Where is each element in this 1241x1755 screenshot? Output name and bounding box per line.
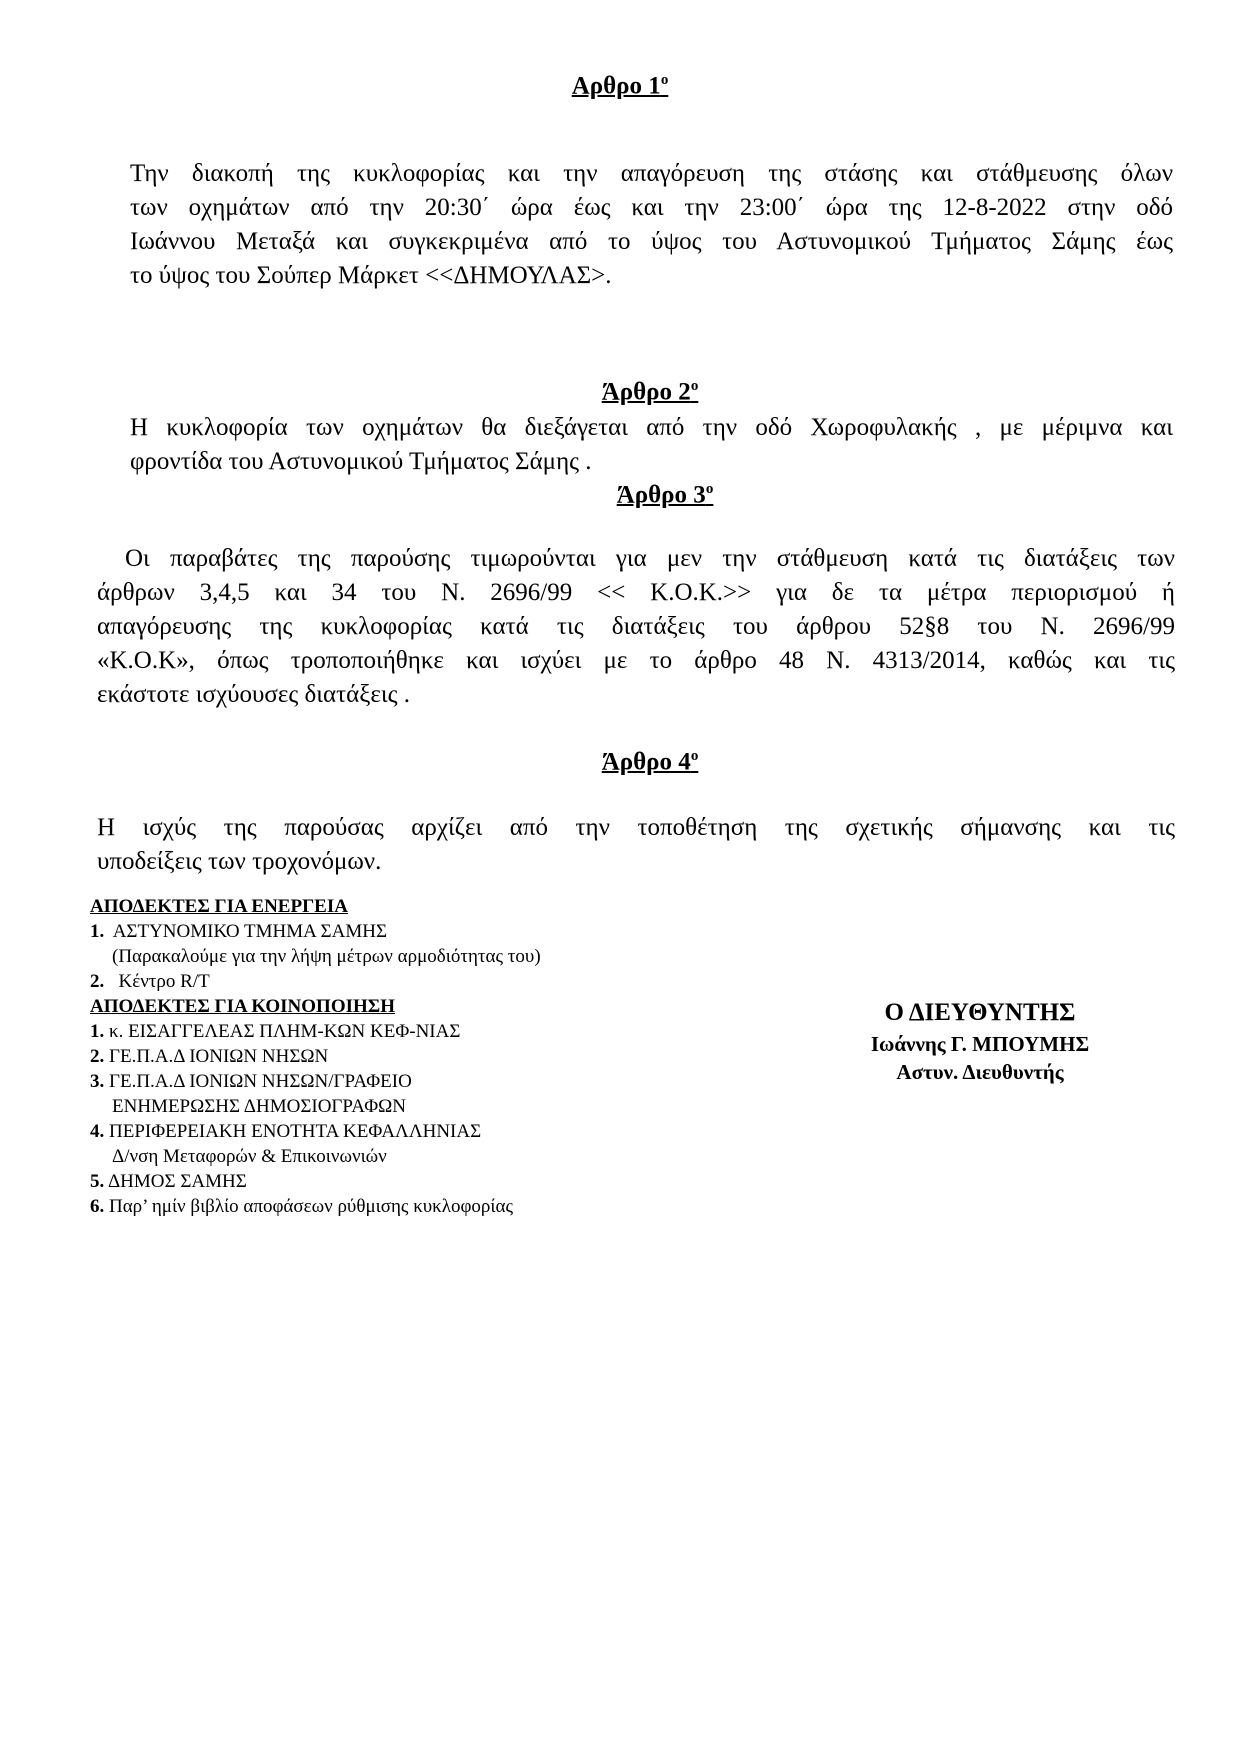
article-4-heading	[560, 748, 740, 776]
article-4-heading-text: Άρθρο 4	[601, 748, 691, 776]
recipients-notify-item	[90, 1094, 541, 1119]
recipients-notify-heading: ΑΠΟΔΕΚΤΕΣ ΓΙΑ ΚΟΙΝΟΠΟΙΗΣΗ	[90, 996, 395, 1017]
item-text: ΓΕ.Π.Α.Δ ΙΟΝΙΩΝ ΝΗΣΩΝ/ΓΡΑΦΕΙΟ	[109, 1071, 412, 1092]
signature-block	[815, 996, 1145, 1086]
article-3-heading	[575, 481, 755, 509]
item-number: 1.	[90, 1021, 105, 1042]
article-1-body	[130, 157, 1173, 293]
article-2-heading-text: Άρθρο 2	[601, 378, 691, 406]
article-2-line-2: φροντίδα του Αστυνομικού Τμήματος Σάμης .	[130, 448, 592, 475]
article-2-heading	[560, 378, 740, 406]
recipients-action-item	[90, 944, 541, 969]
article-3-heading-sup: ο	[705, 481, 714, 497]
article-2-line-1: Η κυκλοφορία των οχημάτων θα διεξάγεται από την οδό Χωροφυλακής , με μέριμνα και	[130, 414, 1173, 441]
recipients-action-heading: ΑΠΟΔΕΚΤΕΣ ΓΙΑ ΕΝΕΡΓΕΙΑ	[90, 896, 348, 917]
recipients-action-block	[90, 894, 541, 1219]
recipients-notify-item	[90, 1194, 541, 1219]
signature-rank: Αστυν. Διευθυντής	[896, 1060, 1064, 1084]
recipients-notify-item	[90, 1044, 541, 1069]
article-2-heading-sup: ο	[690, 378, 699, 394]
article-1-heading-text: Αρθρο 1	[571, 72, 661, 100]
article-4-heading-sup: ο	[690, 748, 699, 764]
article-1-heading-sup: ο	[660, 72, 669, 88]
recipients-action-item	[90, 969, 541, 994]
item-text: κ. ΕΙΣΑΓΓΕΛΕΑΣ ΠΛΗΜ-ΚΩΝ ΚΕΦ-ΝΙΑΣ	[109, 1021, 461, 1042]
article-1-line-2: των οχημάτων από την 20:30΄ ώρα έως και την 23:00΄ ώρα της 12-8-2022 στην οδό	[130, 194, 1173, 221]
item-number: 3.	[90, 1071, 105, 1092]
article-4-line-2: υποδείξεις των τροχονόμων.	[97, 848, 382, 875]
recipients-notify-item	[90, 1169, 541, 1194]
item-number: 2.	[90, 1046, 105, 1067]
item-number: 6.	[90, 1196, 105, 1217]
signature-title: Ο ΔΙΕΥΘΥΝΤΗΣ	[884, 999, 1076, 1026]
item-text: Κέντρο R/T	[118, 971, 210, 992]
article-4-body	[97, 811, 1175, 879]
item-text: ΑΣΤΥΝΟΜΙΚΟ ΤΜΗΜΑ ΣΑΜΗΣ	[112, 921, 388, 942]
item-number: 1.	[90, 921, 105, 942]
article-3-line-1: Οι παραβάτες της παρούσης τιμωρούνται για μεν την στάθμευση κατά τις διατάξεις των	[125, 545, 1175, 572]
item-text: ΠΕΡΙΦΕΡΕΙΑΚΗ ΕΝΟΤΗΤΑ ΚΕΦΑΛΛΗΝΙΑΣ	[109, 1121, 482, 1142]
article-2-body	[130, 411, 1173, 479]
article-3-heading-text: Άρθρο 3	[616, 481, 706, 509]
article-3-line-4: «Κ.Ο.Κ», όπως τροποποιήθηκε και ισχύει με το άρθρο 48 Ν. 4313/2014, καθώς και τις	[97, 647, 1175, 674]
article-3-line-2: άρθρων 3,4,5 και 34 του Ν. 2696/99 << Κ.Ο.Κ.>> για δε τα μέτρα περιορισμού ή	[97, 579, 1175, 606]
item-text: ΔΗΜΟΣ ΣΑΜΗΣ	[107, 1171, 247, 1192]
recipients-action-item	[90, 919, 541, 944]
recipients-notify-item	[90, 1144, 541, 1169]
item-number: 4.	[90, 1121, 105, 1142]
item-text: ΓΕ.Π.Α.Δ ΙΟΝΙΩΝ ΝΗΣΩΝ	[109, 1046, 329, 1067]
article-3-body	[97, 542, 1175, 712]
recipients-notify-item	[90, 1019, 541, 1044]
article-4-line-1: Η ισχύς της παρούσας αρχίζει από την τοποθέτηση της σχετικής σήμανσης και τις	[97, 814, 1175, 841]
article-1-line-3: Ιωάννου Μεταξά και συγκεκριμένα από το ύψος του Αστυνομικού Τμήματος Σάμης έως	[130, 228, 1173, 255]
recipients-notify-item	[90, 1069, 541, 1094]
item-text: ΕΝΗΜΕΡΩΣΗΣ ΔΗΜΟΣΙΟΓΡΑΦΩΝ	[112, 1096, 406, 1117]
item-number: 2.	[90, 971, 105, 992]
recipients-notify-item	[90, 1119, 541, 1144]
article-1-line-4: το ύψος του Σούπερ Μάρκετ <<ΔΗΜΟΥΛΑΣ>.	[130, 262, 612, 289]
item-text: Παρ’ ημίν βιβλίο αποφάσεων ρύθμισης κυκλοφορίας	[109, 1196, 514, 1217]
article-3-line-5: εκάστοτε ισχύουσες διατάξεις .	[97, 681, 410, 708]
item-text: (Παρακαλούμε για την λήψη μέτρων αρμοδιότητας του)	[112, 946, 541, 967]
article-1-heading	[520, 72, 720, 100]
item-text: Δ/νση Μεταφορών & Επικοινωνιών	[112, 1146, 387, 1167]
article-1-line-1: Την διακοπή της κυκλοφορίας και την απαγόρευση της στάσης και στάθμευσης όλων	[130, 160, 1173, 187]
item-number: 5.	[90, 1171, 105, 1192]
article-3-line-3: απαγόρευσης της κυκλοφορίας κατά τις διατάξεις του άρθρου 52§8 του Ν. 2696/99	[97, 613, 1175, 640]
signature-name: Ιωάννης Γ. ΜΠΟΥΜΗΣ	[870, 1032, 1090, 1056]
